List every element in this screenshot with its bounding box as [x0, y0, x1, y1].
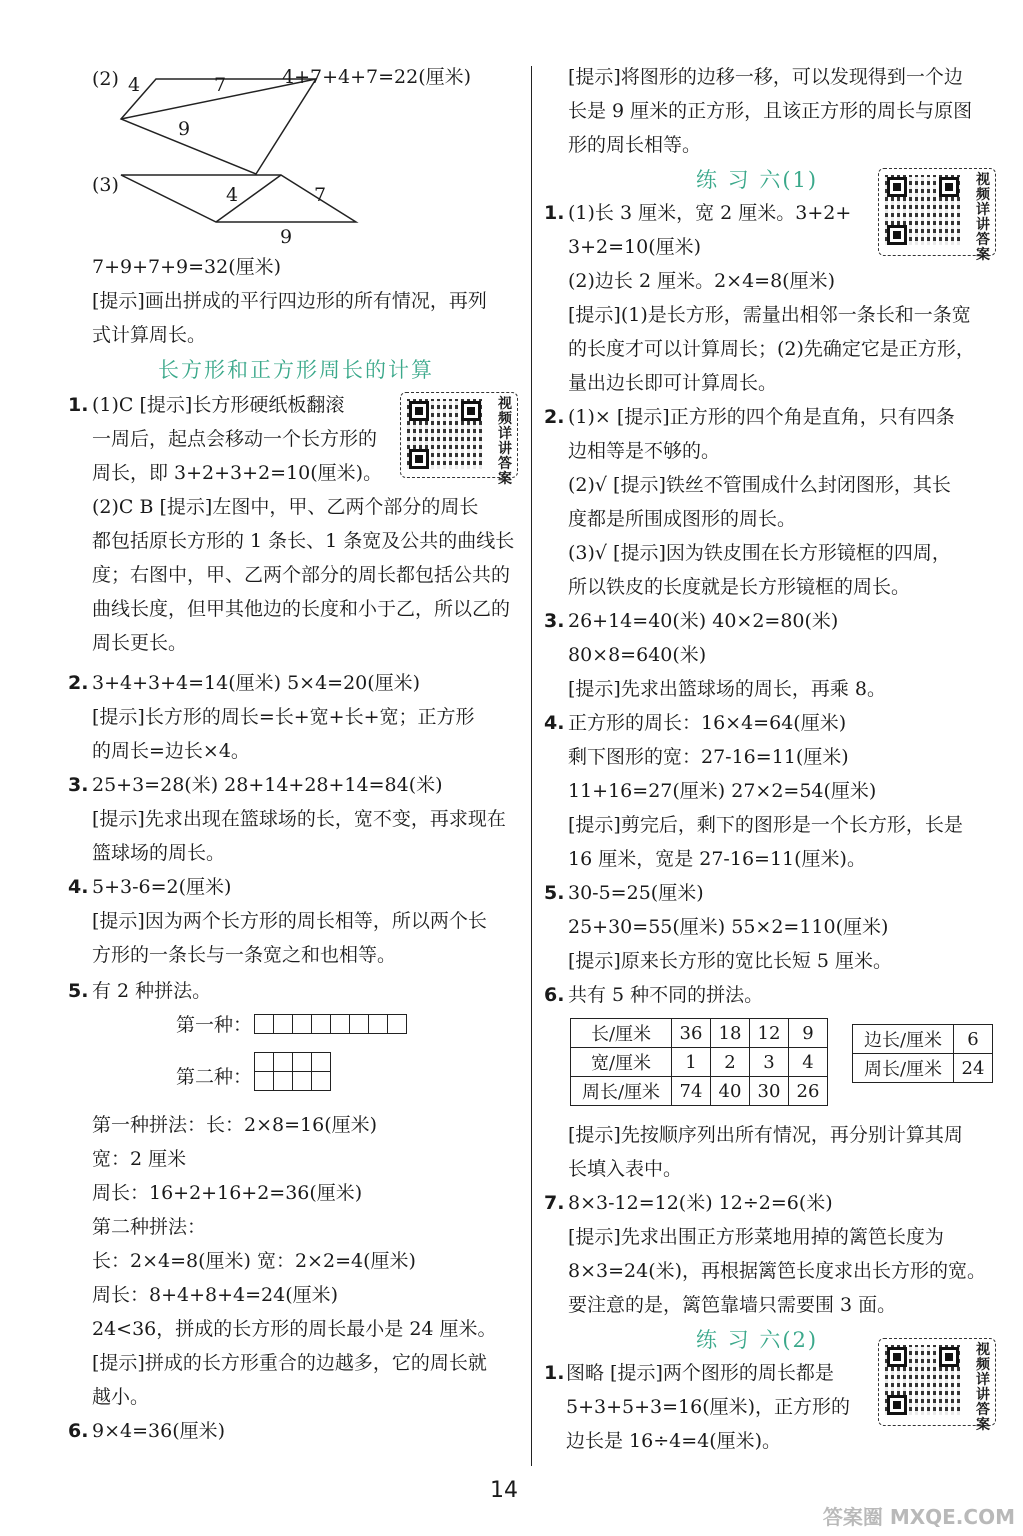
- answer-line: 图略 [提示]两个图形的周长都是: [566, 1362, 834, 1384]
- arrangement-label: 第一种：: [176, 1014, 253, 1036]
- hint-line: 要注意的是，篱笆靠墙只需要围 3 面。: [568, 1294, 897, 1316]
- answer-line: 有 2 种拼法。: [92, 980, 212, 1002]
- section-heading: 长方形和正方形周长的计算: [158, 358, 434, 382]
- answer-line: 度；右图中，甲、乙两个部分的周长都包括公共的: [92, 564, 511, 586]
- section-heading: 练 习 六(2): [696, 1328, 819, 1352]
- hint-line: 形的周长相等。: [568, 134, 702, 156]
- hint-line: 方形的一条长与一条宽之和也相等。: [92, 944, 397, 966]
- page-number: 14: [490, 1478, 518, 1503]
- answer-line: 5+3+5+3=16(厘米)，正方形的: [566, 1396, 851, 1418]
- question-number: 3.: [68, 774, 89, 796]
- question-number: 7.: [544, 1192, 565, 1214]
- hint-line: 长填入表中。: [568, 1158, 683, 1180]
- fig3-equation: 7+9+7+9=32(厘米): [92, 256, 282, 278]
- hint-line: [提示]先求出现在篮球场的长，宽不变，再求现在: [92, 808, 506, 830]
- hint-line: [提示]原来长方形的宽比长短 5 厘米。: [568, 950, 892, 972]
- answer-line: 正方形的周长：16×4=64(厘米): [568, 712, 847, 734]
- answer-line: (2)C B [提示]左图中，甲、乙两个部分的周长: [92, 496, 479, 518]
- answer-line: 都包括原长方形的 1 条长、1 条宽及公共的曲线长: [92, 530, 515, 552]
- table-row: [571, 1019, 828, 1048]
- hint-line: 的长度才可以计算周长；(2)先确定它是正方形，: [568, 338, 975, 360]
- table-cell: 3: [750, 1048, 789, 1077]
- answer-line: 11+16=27(厘米) 27×2=54(厘米): [568, 780, 877, 802]
- fig3-side-a: 4: [226, 184, 239, 206]
- answer-line: 曲线长度，但甲其他边的长度和小于乙，所以乙的: [92, 598, 511, 620]
- answer-line: 周长，即 3+2+3+2=10(厘米)。: [92, 462, 383, 484]
- answer-line: 周长：16+2+16+2=36(厘米): [92, 1182, 363, 1204]
- question-number: 6.: [544, 984, 565, 1006]
- question-number: 5.: [68, 980, 89, 1002]
- parallelogram-figure-3: [116, 170, 366, 230]
- question-number: 2.: [544, 406, 565, 428]
- answer-line: 3+4+3+4=14(厘米) 5×4=20(厘米): [92, 672, 421, 694]
- table-row-header: 周长/厘米: [853, 1054, 954, 1083]
- table-row: [853, 1054, 993, 1083]
- arrangement-grid-2: [254, 1052, 331, 1091]
- table-cell: 4: [789, 1048, 828, 1077]
- table-cell: 74: [672, 1077, 711, 1106]
- answer-line: (1)C [提示]长方形硬纸板翻滚: [92, 394, 345, 416]
- question-number: 5.: [544, 882, 565, 904]
- hint-line: [提示]长方形的周长=长+宽+长+宽；正方形: [92, 706, 475, 728]
- table-row: [853, 1025, 993, 1054]
- answer-line: 边相等是不够的。: [568, 440, 721, 462]
- fig2-side-b: 7: [214, 74, 227, 96]
- answer-line: 度都是所围成图形的周长。: [568, 508, 797, 530]
- question-number: 2.: [68, 672, 89, 694]
- answer-line: 8×3-12=12(米) 12÷2=6(米): [568, 1192, 833, 1214]
- answer-line: 30-5=25(厘米): [568, 882, 704, 904]
- table-cell: 12: [750, 1019, 789, 1048]
- watermark-logo: 答案圈 MXQE.COM: [822, 1505, 1015, 1529]
- question-number: 1.: [544, 202, 565, 224]
- answer-line: 26+14=40(米) 40×2=80(米): [568, 610, 839, 632]
- square-table: [852, 1024, 993, 1083]
- hint-line: 量出边长即可计算周长。: [568, 372, 778, 394]
- hint-line: [提示]画出拼成的平行四边形的所有情况，再列: [92, 290, 487, 312]
- question-number: 3.: [544, 610, 565, 632]
- answer-line: 25+30=55(厘米) 55×2=110(厘米): [568, 916, 889, 938]
- table-cell: 40: [711, 1077, 750, 1106]
- hint-line: 8×3=24(米)，再根据篱笆长度求出长方形的宽。: [568, 1260, 987, 1282]
- qr-code[interactable]: [400, 392, 518, 487]
- question-number: 1.: [544, 1362, 565, 1384]
- hint-line: [提示]将图形的边移一移，可以发现得到一个边: [568, 66, 963, 88]
- fig2-label: (2): [92, 68, 119, 90]
- fig3-side-b: 7: [314, 184, 327, 206]
- answer-line: 3+2=10(厘米): [568, 236, 702, 258]
- hint-line: [提示]拼成的长方形重合的边越多，它的周长就: [92, 1352, 487, 1374]
- qr-finder: [409, 449, 429, 469]
- column-divider: [531, 66, 532, 1466]
- hint-line: 越小。: [92, 1386, 150, 1408]
- answer-line: 9×4=36(厘米): [92, 1420, 226, 1442]
- table-row-header: 边长/厘米: [853, 1025, 954, 1054]
- fig3-label: (3): [92, 174, 119, 196]
- answer-line: 5+3-6=2(厘米): [92, 876, 232, 898]
- answer-line: 一周后，起点会移动一个长方形的: [92, 428, 378, 450]
- answer-line: (2)边长 2 厘米。2×4=8(厘米): [568, 270, 836, 292]
- hint-line: 16 厘米，宽是 27-16=11(厘米)。: [568, 848, 866, 870]
- fig2-side-a: 4: [128, 74, 141, 96]
- qr-caption: 视频详讲答案: [498, 396, 512, 487]
- table-cell: 30: [750, 1077, 789, 1106]
- table-row-header: 宽/厘米: [571, 1048, 672, 1077]
- answer-line: 80×8=640(米): [568, 644, 707, 666]
- answer-line: 所以铁皮的长度就是长方形镜框的周长。: [568, 576, 911, 598]
- table-cell: 2: [711, 1048, 750, 1077]
- table-cell: 26: [789, 1077, 828, 1106]
- hint-line: 长是 9 厘米的正方形，且该正方形的周长与原图: [568, 100, 973, 122]
- table-cell: 36: [672, 1019, 711, 1048]
- qr-code[interactable]: [878, 168, 996, 263]
- table-cell: 1: [672, 1048, 711, 1077]
- fig2-diag: 9: [178, 118, 191, 140]
- qr-finder: [887, 1395, 907, 1415]
- answer-line: 边长是 16÷4=4(厘米)。: [566, 1430, 782, 1452]
- hint-line: [提示](1)是长方形，需量出相邻一条长和一条宽: [568, 304, 971, 326]
- fig3-base: 9: [280, 226, 293, 248]
- section-heading: 练 习 六(1): [696, 168, 819, 192]
- answer-line: (1)× [提示]正方形的四个角是直角，只有四条: [568, 406, 955, 428]
- hint-line: 式计算周长。: [92, 324, 207, 346]
- dimensions-table: [570, 1018, 828, 1106]
- qr-finder: [887, 177, 907, 197]
- answer-line: 共有 5 种不同的拼法。: [568, 984, 764, 1006]
- answer-line: (2)√ [提示]铁丝不管围成什么封闭图形，其长: [568, 474, 951, 496]
- qr-caption: 视频详讲答案: [976, 1342, 990, 1433]
- table-cell: 24: [954, 1054, 993, 1083]
- answer-line: (3)√ [提示]因为铁皮围在长方形镜框的四周，: [568, 542, 951, 564]
- question-number: 6.: [68, 1420, 89, 1442]
- question-number: 1.: [68, 394, 89, 416]
- fig2-equation: 4+7+4+7=22(厘米): [282, 66, 472, 88]
- answer-line: 周长：8+4+8+4=24(厘米): [92, 1284, 339, 1306]
- qr-finder: [461, 401, 481, 421]
- answer-line: 宽：2 厘米: [92, 1148, 187, 1170]
- answer-line: 剩下图形的宽：27-16=11(厘米): [568, 746, 849, 768]
- qr-finder: [409, 401, 429, 421]
- answer-line: 24<36，拼成的长方形的周长最小是 24 厘米。: [92, 1318, 497, 1340]
- qr-finder: [939, 1347, 959, 1367]
- answer-line: 周长更长。: [92, 632, 188, 654]
- hint-line: 的周长=边长×4。: [92, 740, 250, 762]
- answer-line: 第一种拼法：长：2×8=16(厘米): [92, 1114, 378, 1136]
- answer-line: 长：2×4=8(厘米) 宽：2×2=4(厘米): [92, 1250, 416, 1272]
- qr-code[interactable]: [878, 1338, 996, 1433]
- arrangement-label: 第二种：: [176, 1066, 253, 1088]
- table-row: [571, 1048, 828, 1077]
- hint-line: [提示]先求出围正方形菜地用掉的篱笆长度为: [568, 1226, 944, 1248]
- qr-caption: 视频详讲答案: [976, 172, 990, 263]
- qr-finder: [887, 225, 907, 245]
- question-number: 4.: [544, 712, 565, 734]
- qr-finder: [887, 1347, 907, 1367]
- table-cell: 6: [954, 1025, 993, 1054]
- hint-line: [提示]先按顺序列出所有情况，再分别计算其周: [568, 1124, 963, 1146]
- table-row-header: 周长/厘米: [571, 1077, 672, 1106]
- answer-line: 第二种拼法：: [92, 1216, 207, 1238]
- arrangement-grid-1: [254, 1014, 407, 1034]
- table-cell: 9: [789, 1019, 828, 1048]
- hint-line: [提示]因为两个长方形的周长相等，所以两个长: [92, 910, 487, 932]
- answer-line: (1)长 3 厘米，宽 2 厘米。3+2+: [568, 202, 852, 224]
- table-row-header: 长/厘米: [571, 1019, 672, 1048]
- question-number: 4.: [68, 876, 89, 898]
- answer-line: 25+3=28(米) 28+14+28+14=84(米): [92, 774, 443, 796]
- table-cell: 18: [711, 1019, 750, 1048]
- hint-line: [提示]先求出篮球场的周长，再乘 8。: [568, 678, 886, 700]
- hint-line: [提示]剪完后，剩下的图形是一个长方形，长是: [568, 814, 963, 836]
- hint-line: 篮球场的周长。: [92, 842, 226, 864]
- table-row: [571, 1077, 828, 1106]
- qr-finder: [939, 177, 959, 197]
